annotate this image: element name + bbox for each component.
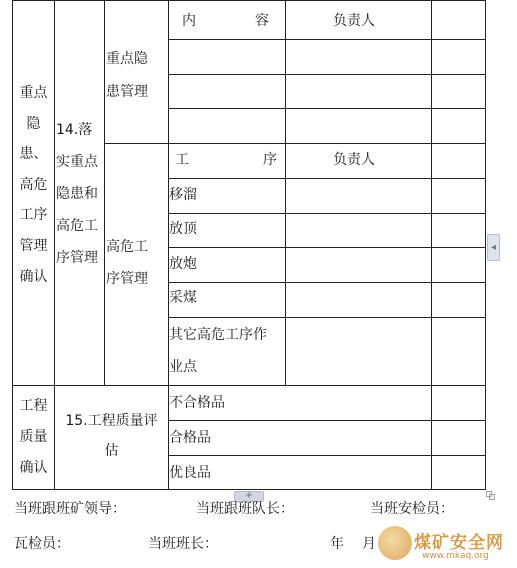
rule	[168, 455, 485, 456]
rule	[168, 39, 485, 40]
watermark-logo	[378, 524, 517, 568]
rule	[12, 0, 485, 1]
rule	[485, 0, 486, 490]
process-header-left: 工	[175, 152, 189, 168]
captain-signature-label: 当班跟班队长：	[196, 501, 294, 517]
process-group-label: 高危工 序管理	[106, 239, 148, 287]
year-label: 年	[330, 536, 344, 552]
rule	[168, 317, 485, 318]
grade-label: 优良品	[169, 465, 211, 481]
rule	[431, 0, 432, 490]
table-corner-icon[interactable]	[486, 491, 495, 500]
collapse-handle-icon: ◂	[490, 242, 497, 253]
expand-handle-icon: +	[244, 490, 254, 501]
flame-logo-icon	[378, 526, 412, 560]
hazard-group-label: 重点隐 患管理	[106, 51, 148, 100]
rule	[168, 420, 485, 421]
process-name: 采煤	[169, 290, 197, 306]
rule	[168, 247, 485, 248]
watermark-url: www.mkaq.org	[422, 551, 489, 561]
rule	[285, 0, 286, 386]
process-header-right: 序	[263, 152, 277, 168]
section1-item: 14.落 实重点 隐患和 高危工 序管理	[56, 122, 98, 266]
process-name: 放炮	[169, 256, 197, 272]
hazard-content-header-right: 容	[255, 13, 269, 29]
rule	[168, 282, 485, 283]
grade-label: 不合格品	[169, 395, 225, 411]
process-name: 放顶	[169, 221, 197, 237]
shift-leader-label: 当班班长：	[148, 536, 218, 552]
process-owner-header: 负责人	[333, 152, 375, 168]
section2-category: 工程 质量 确认	[19, 398, 48, 476]
rule	[12, 385, 485, 386]
watermark-name: 煤矿安全网	[414, 533, 504, 553]
grade-label: 合格品	[169, 430, 211, 446]
gas-inspector-label: 瓦检员：	[14, 536, 70, 552]
process-name: 移溜	[169, 187, 197, 203]
rule	[104, 143, 485, 144]
rule	[168, 213, 485, 214]
hazard-owner-header: 负责人	[333, 13, 375, 29]
rule	[168, 108, 485, 109]
hazard-content-header-left: 内	[182, 13, 196, 29]
section1-category: 重点 隐 患、 高危 工序 管理 确认	[19, 85, 48, 285]
side-resize-handle[interactable]	[487, 234, 500, 261]
safety-inspector-label: 当班安检员：	[370, 501, 454, 517]
section2-item: 15.工程质量评 估	[65, 413, 158, 459]
other-process-label: 其它高危工序作 业点	[169, 327, 267, 375]
rule	[168, 74, 485, 75]
leader-signature-label: 当班跟班矿领导：	[14, 501, 126, 517]
month-label: 月	[362, 536, 376, 552]
rule	[168, 178, 485, 179]
